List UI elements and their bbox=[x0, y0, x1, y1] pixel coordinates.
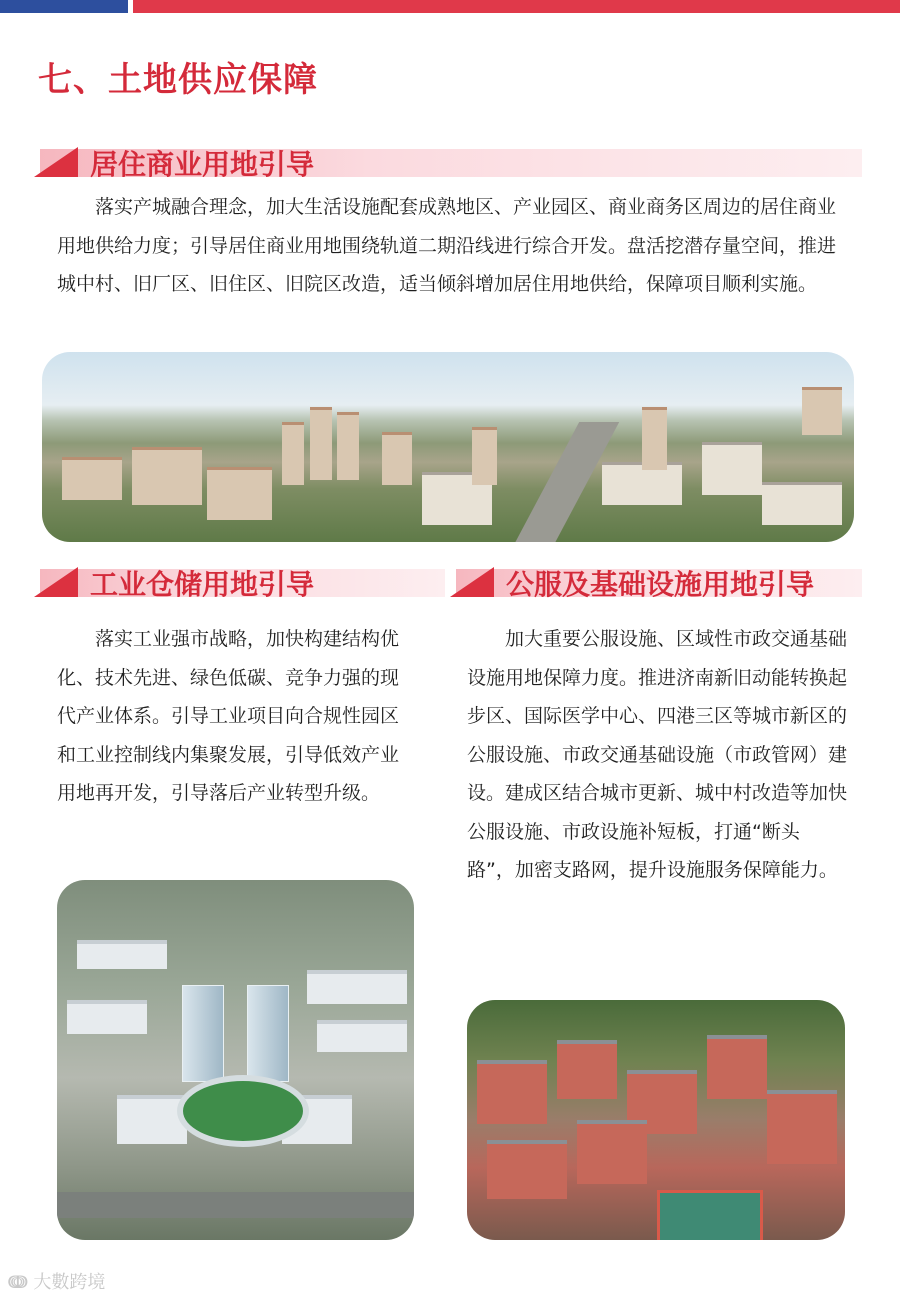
heading-label: 工业仓储用地引导 bbox=[90, 568, 315, 601]
park-plaza bbox=[177, 1075, 309, 1147]
heading-triangle bbox=[450, 567, 494, 597]
page-title: 七、土地供应保障 bbox=[38, 60, 318, 100]
watermark-logo-icon: ↈ bbox=[8, 1272, 28, 1293]
watermark-text: 大數跨境 bbox=[33, 1272, 106, 1293]
top-bar-blue bbox=[0, 0, 128, 13]
top-bar-red bbox=[133, 0, 900, 13]
public-paragraph: 加大重要公服设施、区域性市政交通基础设施用地保障力度。推进济南新旧动能转换起步区、国际医学中心、四港三区等城市新区的公服设施、市政交通基础设施（市政管网）建设。建成区结合城市更新、城中村改造等加快公服设施、市政设施补短板，打通“断头路”，加密支路网，提升设施服务保障能力。 bbox=[467, 628, 848, 881]
heading-triangle bbox=[34, 567, 78, 597]
industrial-paragraph: 落实工业强市战略，加快构建结构优化、技术先进、绿色低碳、竞争力强的现代产业体系。引导工业项目向合规性园区和工业控制线内集聚发展，引导低效产业用地再开发，引导落后产业转型升级。 bbox=[57, 628, 400, 804]
heading-label: 公服及基础设施用地引导 bbox=[506, 568, 815, 601]
watermark bbox=[8, 1268, 105, 1294]
residential-paragraph: 落实产城融合理念，加大生活设施配套成熟地区、产业园区、商业商务区周边的居住商业用地供给力度；引导居住商业用地围绕轨道二期沿线进行综合开发。盘活挖潜存量空间，推进城中村、旧厂区、旧住区、旧院区改造，适当倾斜增加居住用地供给，保障项目顺利实施。 bbox=[57, 196, 837, 295]
city-aerial-photo bbox=[42, 352, 854, 542]
sports-court bbox=[657, 1190, 763, 1240]
campus-photo bbox=[467, 1000, 845, 1240]
photo-road bbox=[57, 1192, 414, 1218]
section-heading-industrial bbox=[0, 565, 445, 599]
section-heading-public bbox=[416, 565, 862, 599]
section-heading-residential bbox=[0, 145, 862, 179]
heading-label: 居住商业用地引导 bbox=[90, 148, 315, 181]
heading-triangle bbox=[34, 147, 78, 177]
industrial-park-photo bbox=[57, 880, 414, 1240]
